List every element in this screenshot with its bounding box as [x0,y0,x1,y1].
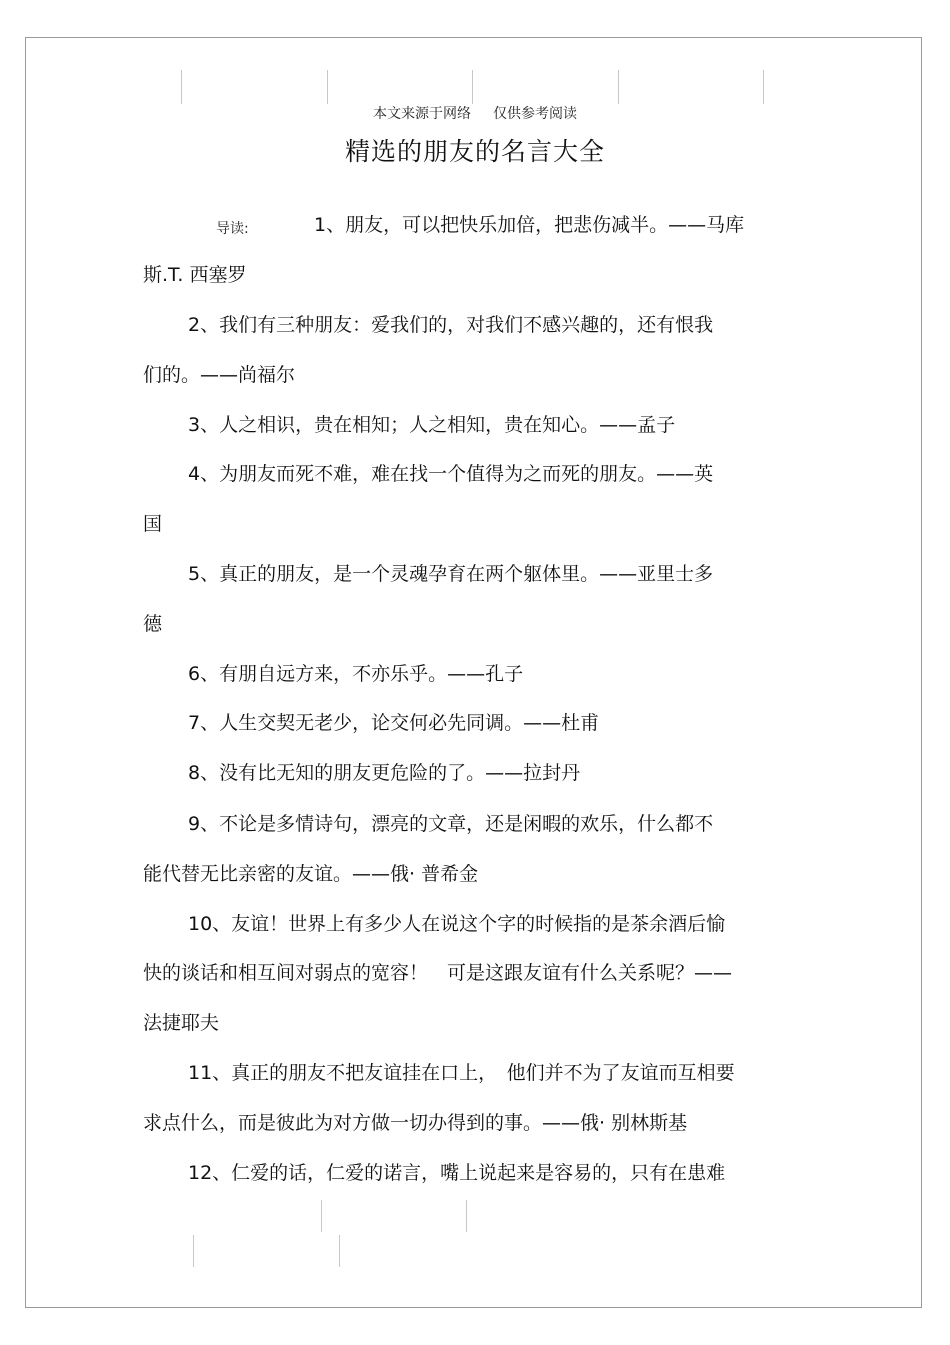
quote-line: 2、我们有三种朋友：爱我们的，对我们不感兴趣的，还有恨我 [188,314,714,336]
quote-line: 们的。——尚福尔 [143,364,296,386]
bottom-rule-1 [321,1200,322,1232]
quote-line: 11、真正的朋友不把友谊挂在口上， 他们并不为了友谊而互相要 [188,1062,735,1084]
bottom-rule-3 [193,1235,194,1267]
quote-line: 7、人生交契无老少，论交何必先同调。——杜甫 [188,712,600,734]
quote-line: 能代替无比亲密的友谊。——俄· 普希金 [143,863,479,885]
top-rule-3 [472,70,473,104]
page-title: 精选的朋友的名言大全 [344,137,605,166]
top-rule-5 [763,70,764,104]
quote-line: 1、朋友，可以把快乐加倍，把悲伤减半。——马库 [314,214,745,236]
reference-note: 仅供参考阅读 [493,106,577,122]
quote-line: 德 [143,613,163,635]
quote-line: 12、仁爱的话，仁爱的诺言，嘴上说起来是容易的，只有在患难 [188,1162,726,1184]
top-rule-4 [618,70,619,104]
bottom-rule-4 [339,1235,340,1267]
quote-line: 求点什么，而是彼此为对方做一切办得到的事。——俄· 别林斯基 [143,1112,688,1134]
quote-line: 6、有朋自远方来，不亦乐乎。——孔子 [188,663,524,685]
quote-line: 10、友谊！世界上有多少人在说这个字的时候指的是茶余酒后愉 [188,913,726,935]
header-note [0,103,950,123]
quote-line: 5、真正的朋友，是一个灵魂孕育在两个躯体里。——亚里士多 [188,563,714,585]
quote-line: 斯.T. 西塞罗 [143,264,247,286]
intro-label: 导读: [216,221,249,237]
quote-line: 快的谈话和相互间对弱点的宽容！ 可是这跟友谊有什么关系呢？—— [143,962,733,984]
quote-line: 法捷耶夫 [143,1012,220,1034]
quote-line: 4、为朋友而死不难，难在找一个值得为之而死的朋友。——英 [188,463,714,485]
top-rule-2 [327,70,328,104]
quote-line: 国 [143,513,163,535]
bottom-rule-2 [466,1200,467,1232]
top-rule-1 [181,70,182,104]
source-note: 本文来源于网络 [373,106,471,122]
quote-line: 3、人之相识，贵在相知；人之相知，贵在知心。——孟子 [188,414,676,436]
quote-line: 8、没有比无知的朋友更危险的了。——拉封丹 [188,762,581,784]
quote-line: 9、不论是多情诗句，漂亮的文章，还是闲暇的欢乐，什么都不 [188,813,714,835]
